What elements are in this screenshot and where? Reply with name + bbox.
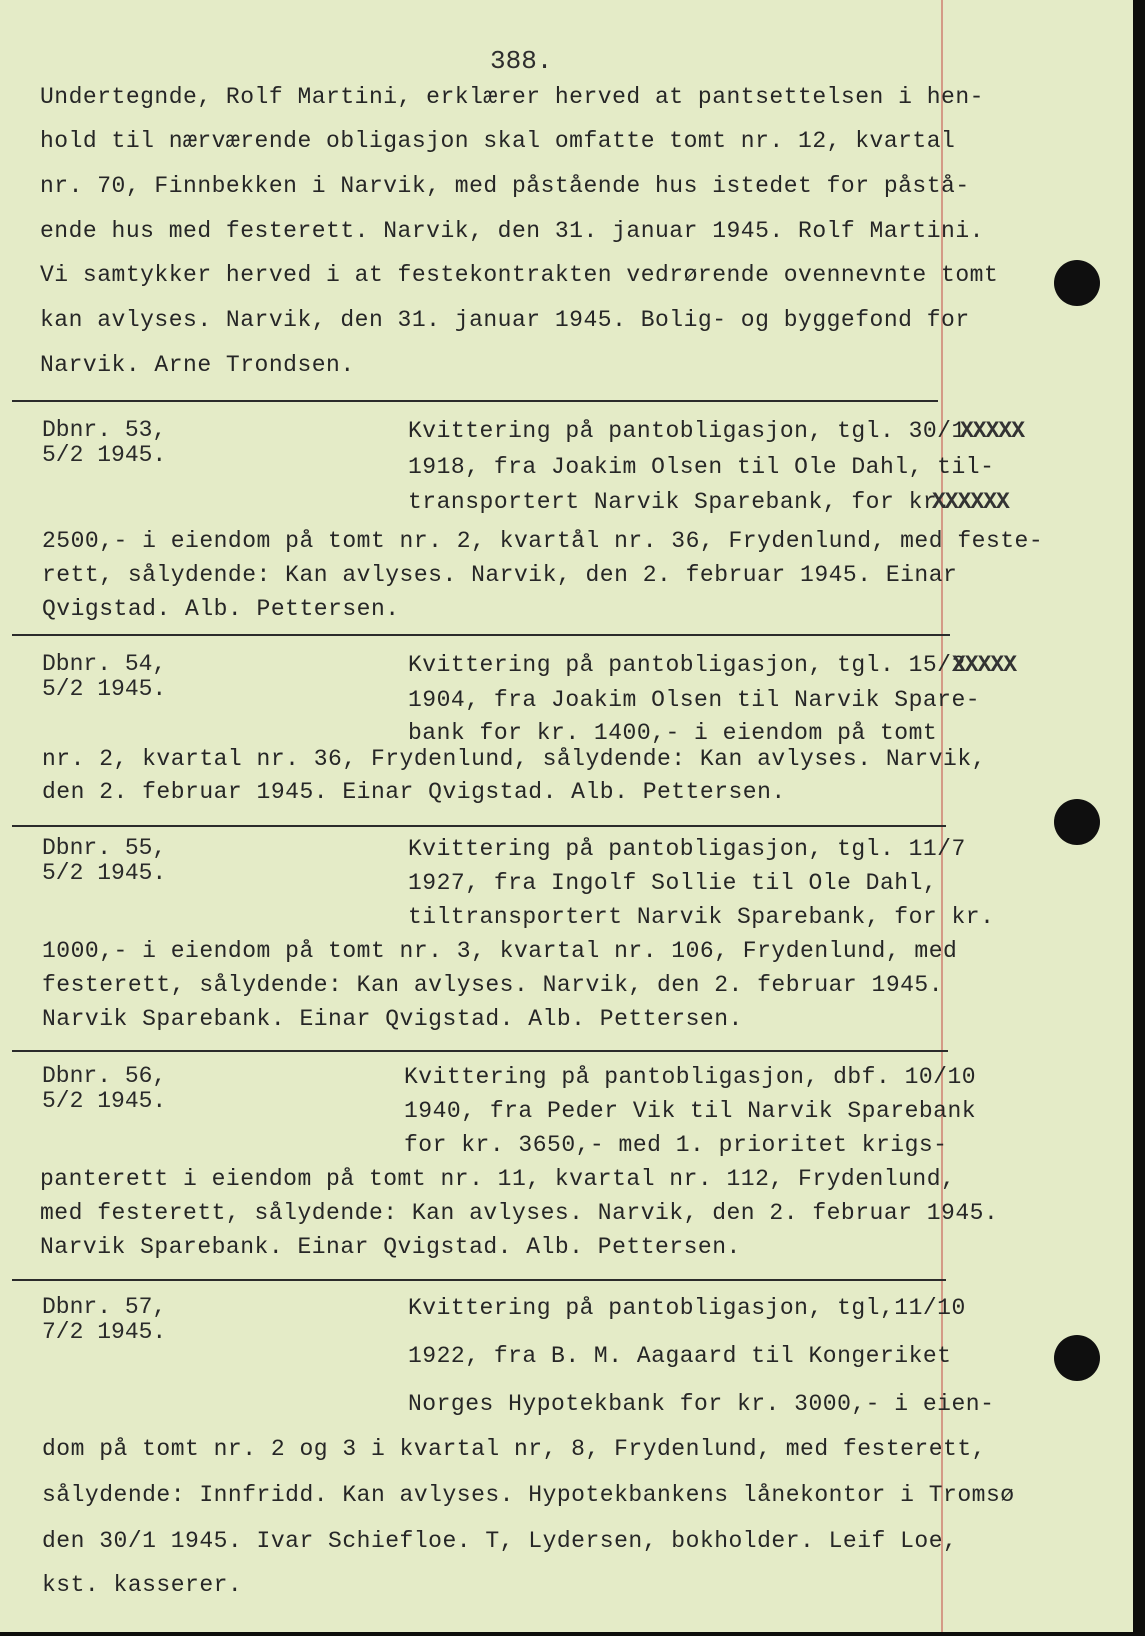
entry-line: Narvik Sparebank. Einar Qvigstad. Alb. Pettersen. [40,1234,741,1260]
page-number: 388. [490,46,553,76]
entry-date: 5/2 1945. [42,442,167,468]
punch-hole [1054,260,1100,306]
entry-date: 5/2 1945. [42,676,167,702]
intro-line: nr. 70, Finnbekken i Narvik, med påstående hus istedet for påstå- [40,173,970,199]
entry-line: festerett, sålydende: Kan avlyses. Narvik, den 2. februar 1945. [42,972,944,998]
entry-line: Norges Hypotekbank for kr. 3000,- i eien- [408,1391,995,1417]
entry-line: 1922, fra B. M. Aagaard til Kongeriket [408,1343,952,1369]
entry-divider [12,825,946,827]
struck-text: XXXXXX [932,489,1009,515]
struck-text: XXXXX [952,652,1017,678]
entry-line: 1918, fra Joakim Olsen til Ole Dahl, til- [408,454,995,480]
entry-date: 5/2 1945. [42,860,167,886]
entry-divider [12,1050,948,1052]
intro-line: Vi samtykker herved i at festekontrakten vedrørende ovennevnte tomt [40,262,999,288]
entry-line: den 2. februar 1945. Einar Qvigstad. Alb. Pettersen. [42,779,786,805]
entry-line: transportert Narvik Sparebank, for kr. [408,489,952,515]
intro-line: ende hus med festerett. Narvik, den 31. januar 1945. Rolf Martini. [40,218,984,244]
entry-line: bank for kr. 1400,- i eiendom på tomt [408,720,938,746]
entry-line: Qvigstad. Alb. Pettersen. [42,596,400,622]
entry-divider [12,400,938,402]
entry-dbnr: Dbnr. 54, [42,651,167,677]
entry-divider [12,1279,946,1281]
entry-line: 1940, fra Peder Vik til Narvik Sparebank [404,1098,977,1124]
entry-line: panterett i eiendom på tomt nr. 11, kvartal nr. 112, Frydenlund, [40,1166,956,1192]
entry-line: rett, sålydende: Kan avlyses. Narvik, den 2. februar 1945. Einar [42,562,958,588]
struck-text: XXXXX [960,418,1025,444]
entry-line: kst. kasserer. [42,1572,243,1598]
entry-line: 2500,- i eiendom på tomt nr. 2, kvartål nr. 36, Frydenlund, med feste- [42,528,1044,554]
entry-dbnr: Dbnr. 56, [42,1063,167,1089]
entry-divider [12,634,950,636]
intro-line: Undertegnde, Rolf Martini, erklærer herved at pantsettelsen i hen- [40,84,984,110]
entry-date: 7/2 1945. [42,1319,167,1345]
entry-line: 1927, fra Ingolf Sollie til Ole Dahl, [408,870,938,896]
entry-line: Kvittering på pantobligasjon, tgl. 11/7 [408,836,966,862]
intro-line: kan avlyses. Narvik, den 31. januar 1945. Bolig- og byggefond for [40,307,970,333]
entry-dbnr: Dbnr. 57, [42,1294,167,1320]
entry-line: 1000,- i eiendom på tomt nr. 3, kvartal nr. 106, Frydenlund, med [42,938,958,964]
entry-line: Kvittering på pantobligasjon, dbf. 10/10 [404,1064,977,1090]
entry-line: Kvittering på pantobligasjon, tgl,11/10 [408,1295,966,1321]
entry-line: Kvittering på pantobligasjon, tgl. 30/1 [408,418,966,444]
entry-line: for kr. 3650,- med 1. prioritet krigs- [404,1132,948,1158]
entry-line: dom på tomt nr. 2 og 3 i kvartal nr, 8, Frydenlund, med festerett, [42,1436,986,1462]
entry-line: med festerett, sålydende: Kan avlyses. Narvik, den 2. februar 1945. [40,1200,999,1226]
entry-dbnr: Dbnr. 53, [42,417,167,443]
punch-hole [1054,1335,1100,1381]
margin-rule [941,0,943,1632]
intro-line: Narvik. Arne Trondsen. [40,352,355,378]
entry-line: Kvittering på pantobligasjon, tgl. 15/2 [408,652,966,678]
entry-line: nr. 2, kvartal nr. 36, Frydenlund, sålydende: Kan avlyses. Narvik, [42,746,986,772]
entry-line: 1904, fra Joakim Olsen til Narvik Spare- [408,687,981,713]
intro-line: hold til nærværende obligasjon skal omfatte tomt nr. 12, kvartal [40,128,956,154]
scan-edge [1133,0,1145,1636]
entry-line: den 30/1 1945. Ivar Schiefloe. T, Lydersen, bokholder. Leif Loe, [42,1528,958,1554]
entry-line: Narvik Sparebank. Einar Qvigstad. Alb. Pettersen. [42,1006,743,1032]
entry-dbnr: Dbnr. 55, [42,835,167,861]
entry-line: sålydende: Innfridd. Kan avlyses. Hypotekbankens lånekontor i Tromsø [42,1482,1015,1508]
punch-hole [1054,799,1100,845]
entry-line: tiltransportert Narvik Sparebank, for kr. [408,904,995,930]
entry-date: 5/2 1945. [42,1088,167,1114]
